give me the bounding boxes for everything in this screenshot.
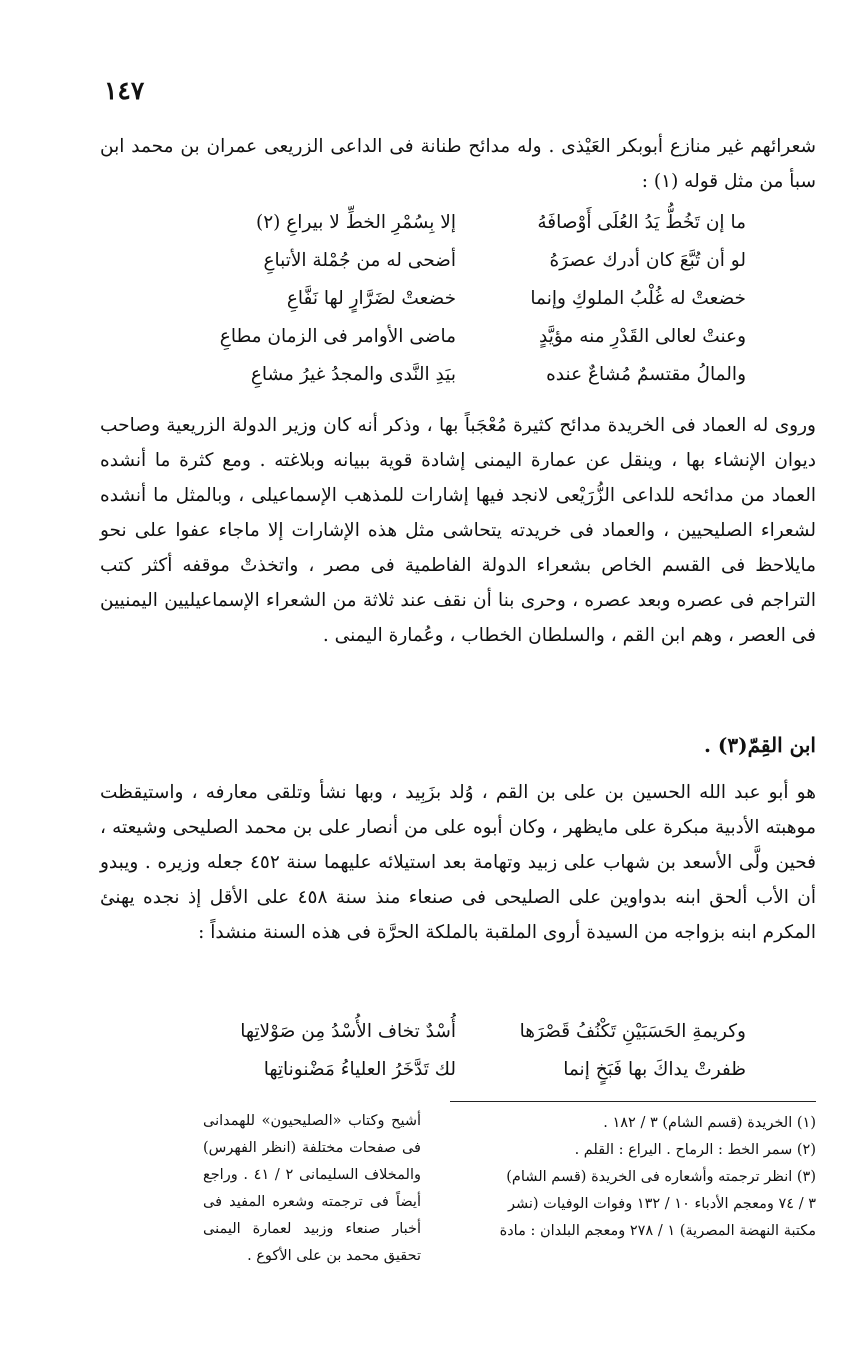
hemistich-first: والمالُ مقتسمٌ مُشاعٌ عنده: [546, 363, 746, 385]
hemistich-second: بيَدِ النَّدى والمجدُ غيرُ مشاعِ: [250, 363, 456, 385]
hemistich-first: ما إن تَخُطُّ يَدُ العُلَى أَوْصافَهُ: [537, 211, 746, 233]
hemistich-second: إلا بِسُمْرِ الخطِّ لا بيراعِ (٢): [256, 211, 456, 233]
hemistich-second: ماضى الأوامر فى الزمان مطاعِ: [219, 325, 456, 347]
paragraph-text: هو أبو عبد الله الحسين بن على بن القم ، وُلد بزَبِيد ، وبها نشأ وتلقى معارفه ، واستيقظت موهبته الأدبية مبكرة على مايظهر ، وكان أبوه على من أنصار على بن محمد الصليحى وشيعته ، فحين ولَّى الأسعد بن شهاب على زبيد وتهامة بعد استيلائه عليهما سنة ٤٥٢ جعله وزيره . ويبدو أن الأب ألحق ابنه بدواوين على الصليحى فى صنعاء منذ سنة ٤٥٨ على الأقل إذ نجده يهنئ المكرم ابنه بزواجه من السيدة أروى الملقبة بالملكة الحرَّة فى هذه السنة منشداً :: [100, 782, 816, 943]
section-heading: ابن القِمّ(٣) .: [704, 733, 816, 757]
hemistich-first: خضعتْ له غُلْبُ الملوكِ وإنما: [530, 287, 746, 309]
footnote-line: مكتبة النهضة المصرية) ١ / ٢٧٨ ومعجم البلدان : مادة: [499, 1223, 816, 1239]
verse-line: [150, 1012, 746, 1050]
hemistich-first: لو أن تُبَّعَ كان أدرك عصرَهُ: [549, 249, 746, 271]
hemistich-second: لك تَدَّخَرُ العلياءُ مَضْنوناتِها: [263, 1058, 456, 1080]
verse-line: [150, 355, 746, 393]
footnotes-left-column: أشيح وكتاب «الصليحيون» للهمدانى فى صفحات مختلفة (انظر الفهرس) والمخلاف السليمانى ٢ / ٤١ . وراجع أيضاً فى ترجمته وشعره المفيد فى أخبار صنعاء وزبيد لعمارة اليمنى تحقيق محمد بن على الأكوع .: [203, 1113, 421, 1264]
hemistich-first: وكريمةِ الحَسَبَيْنِ تَكْنُفُ قَصْرَها: [519, 1020, 746, 1042]
hemistich-first: وعنتْ لعالى القَدْرِ منه مؤيَّدٍ: [538, 325, 746, 347]
footnote-line: (٢) سمر الخط : الرماح . اليراع : القلم .: [574, 1142, 816, 1158]
verse-line: [150, 241, 746, 279]
poem-1: [150, 203, 746, 393]
footnote-line: (٣) انظر ترجمته وأشعاره فى الخريدة (قسم الشام): [506, 1169, 816, 1185]
poem-2: [150, 1012, 746, 1088]
paragraph-text: وروى له العماد فى الخريدة مدائح كثيرة مُعْجَباً بها ، وذكر أنه كان وزير الدولة الزريعية وصاحب ديوان الإنشاء بها ، وينقل عن عمارة اليمنى إشادة قوية ببيانه وبلاغته . ومع كثرة ما أنشده العماد من مدائحه للداعى الزُّرَيْعى لانجد فيها إشارات للمذهب الإسماعيلى ، وبالمثل ما أنشده لشعراء الصليحيين ، والعماد فى خريدته يتحاشى مثل هذه الإشارات إلا ماجاء عفوا على نحو مايلاحظ فى القسم الخاص بشعراء الدولة الفاطمية فى مصر ، واتخذتْ موقفه أكثر كتب التراجم فى عصره وبعد عصره ، وحرى بنا أن نقف عند ثلاثة من الشعراء الإسماعيليين اليمنيين فى العصر ، وهم ابن القم ، والسلطان الخطاب ، وعُمارة اليمنى .: [100, 415, 816, 646]
hemistich-second: أضحى له من جُمْلة الأتباعِ: [263, 249, 456, 271]
intro-text: شعرائهم غير منازع أبوبكر العَيْذى . وله مدائح طنانة فى الداعى الزريعى عمران بن محمد ابن سبأ من مثل قوله (١) :: [100, 136, 816, 192]
footnote-divider: [450, 1101, 816, 1102]
hemistich-second: خضعتْ لضَرَّارٍ لها نَفَّاعِ: [286, 287, 456, 309]
verse-line: [150, 317, 746, 355]
hemistich-second: أُسْدٌ تخاف الأُسْدُ مِن صَوْلاتِها: [240, 1020, 456, 1042]
hemistich-first: ظفرتْ يداكَ بها فَبَخٍ إنما: [563, 1058, 746, 1080]
body-paragraph-1: [100, 408, 816, 653]
verse-line: [150, 279, 746, 317]
footnote-line: (١) الخريدة (قسم الشام) ٣ / ١٨٢ .: [603, 1115, 816, 1131]
footnotes-right-column: [450, 1110, 816, 1245]
body-paragraph-2: [100, 775, 816, 950]
verse-line: [150, 203, 746, 241]
page-number: ١٤٧: [104, 76, 145, 105]
footnote-line: ٣ / ٧٤ ومعجم الأدباء ١٠ / ١٣٢ وفوات الوفيات (نشر: [507, 1196, 816, 1212]
intro-paragraph: [100, 129, 816, 199]
verse-line: [150, 1050, 746, 1088]
